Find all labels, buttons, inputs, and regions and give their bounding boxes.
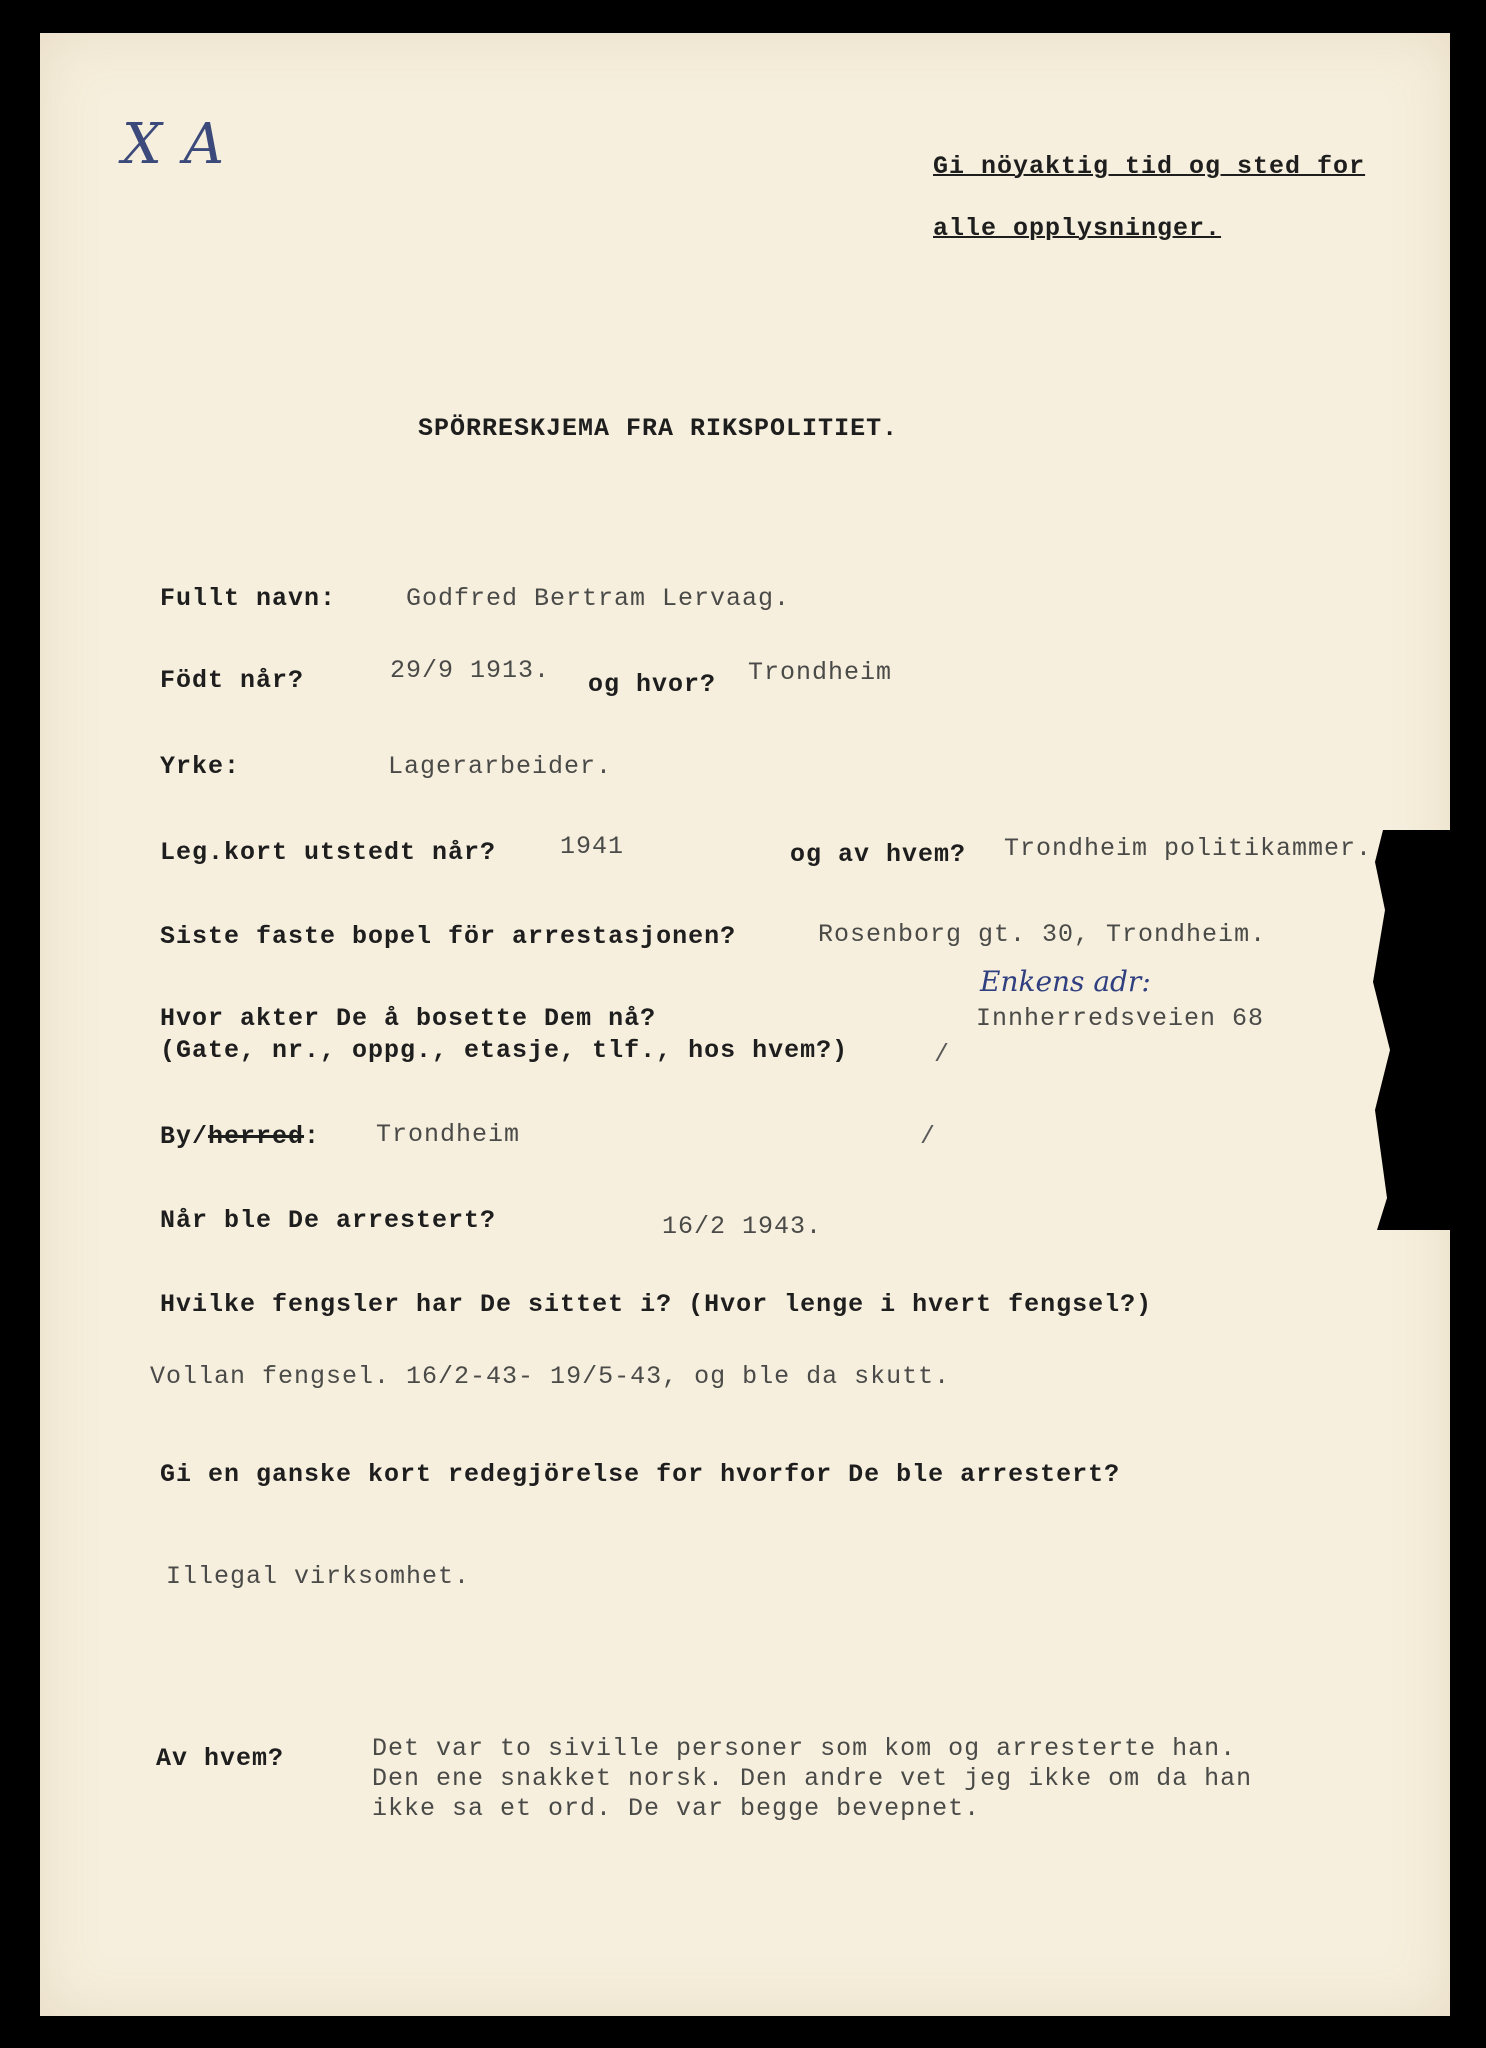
by-whom-line-2: Den ene snakket norsk. Den andre vet jeg ikke om da han — [372, 1764, 1253, 1793]
city-label-suffix: : — [304, 1122, 321, 1151]
legkort-by-value: Trondheim politikammer. — [1004, 834, 1373, 863]
page-title: SPÖRRESKJEMA FRA RIKSPOLITIET. — [418, 414, 899, 443]
occupation-label: Yrke: — [160, 752, 241, 781]
pencil-slash-mark-2: / — [920, 1122, 936, 1151]
arrested-label: Når ble De arrestert? — [160, 1206, 497, 1235]
arrested-value: 16/2 1943. — [662, 1212, 823, 1241]
settle-label-1: Hvor akter De å bosette Dem nå? — [160, 1004, 657, 1033]
handwritten-note: Enkens adr: — [980, 965, 1151, 998]
name-label: Fullt navn: — [160, 584, 337, 613]
city-value: Trondheim — [376, 1120, 521, 1149]
name-value: Godfred Bertram Lervaag. — [406, 584, 791, 613]
settle-value: Innherredsveien 68 — [976, 1004, 1265, 1033]
born-where-label: og hvor? — [588, 670, 717, 699]
by-whom-label: Av hvem? — [156, 1744, 285, 1773]
pencil-slash-mark: / — [934, 1040, 950, 1069]
legkort-by-label: og av hvem? — [790, 840, 967, 869]
city-label-prefix: By/ — [160, 1122, 209, 1151]
reason-label: Gi en ganske kort redegjörelse for hvorfor De ble arrestert? — [160, 1460, 1121, 1489]
born-when-label: Födt når? — [160, 666, 305, 695]
instruction-line-2: alle opplysninger. — [933, 214, 1222, 243]
by-whom-line-3: ikke sa et ord. De var begge bevepnet. — [372, 1794, 981, 1823]
prisons-value: Vollan fengsel. 16/2-43- 19/5-43, og ble da skutt. — [150, 1362, 951, 1391]
born-when-value: 29/9 1913. — [390, 656, 551, 685]
residence-value: Rosenborg gt. 30, Trondheim. — [818, 920, 1267, 949]
occupation-value: Lagerarbeider. — [388, 752, 613, 781]
by-whom-line-1: Det var to siville personer som kom og arresterte han. — [372, 1734, 1237, 1763]
legkort-label: Leg.kort utstedt når? — [160, 838, 497, 867]
instruction-line-1: Gi nöyaktig tid og sted for — [933, 152, 1366, 181]
corner-mark: X A — [122, 112, 227, 177]
reason-value: Illegal virksomhet. — [166, 1562, 471, 1591]
settle-label-2: (Gate, nr., oppg., etasje, tlf., hos hvem?) — [160, 1036, 849, 1065]
residence-label: Siste faste bopel för arrestasjonen? — [160, 922, 737, 951]
prisons-label: Hvilke fengsler har De sittet i? (Hvor lenge i hvert fengsel?) — [160, 1290, 1153, 1319]
city-label — [160, 1122, 320, 1151]
legkort-value: 1941 — [560, 832, 625, 861]
born-where-value: Trondheim — [748, 658, 893, 687]
city-label-struck: herred — [208, 1122, 305, 1151]
